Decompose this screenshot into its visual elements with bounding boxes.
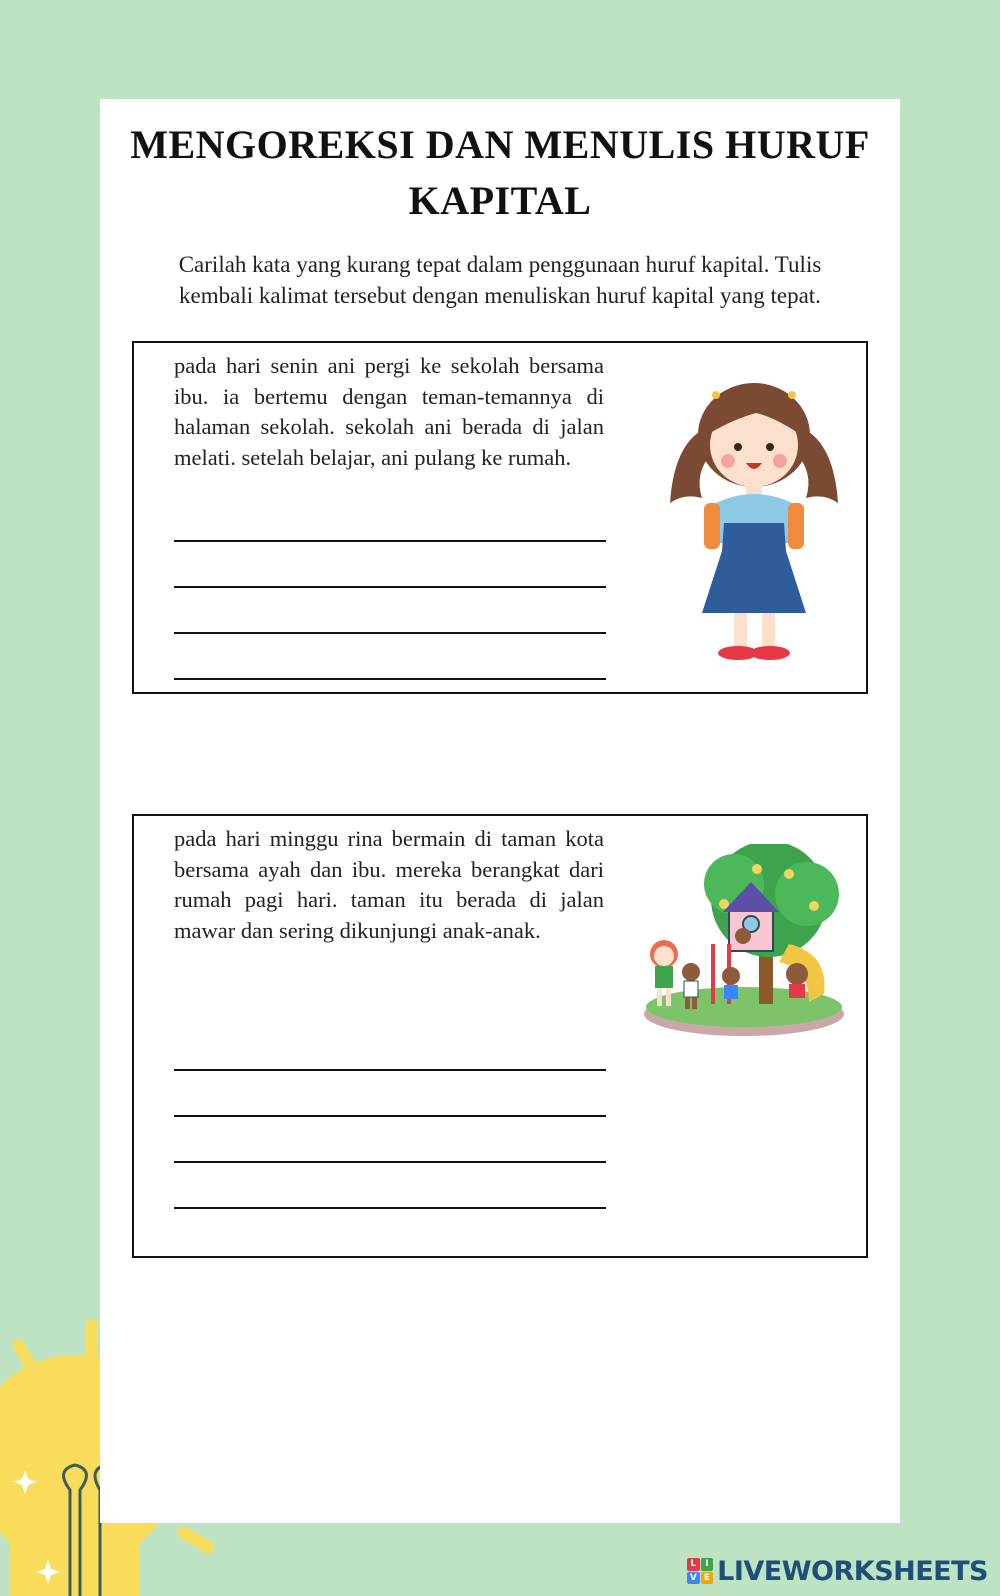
- exercise-passage-2: pada hari minggu rina bermain di taman kota bersama ayah dan ibu. mereka berangkat dari rumah pagi hari. taman itu berada di jalan mawar dan sering dikunjungi anak-anak.: [174, 826, 604, 943]
- exercise-passage-1: pada hari senin ani pergi ke sekolah bersama ibu. ia bertemu dengan teman-temannya di halaman sekolah. sekolah ani berada di jalan melati. setelah belajar, ani pulang ke rumah.: [174, 353, 604, 470]
- instructions: [140, 249, 860, 311]
- answer-line[interactable]: [174, 632, 606, 634]
- liveworksheets-brand[interactable]: [687, 1556, 988, 1586]
- answer-line[interactable]: [174, 586, 606, 588]
- answer-line[interactable]: [174, 1069, 606, 1071]
- liveworksheets-logo-icon: L I V E: [687, 1558, 713, 1584]
- instructions-line-1: Carilah kata yang kurang tepat dalam penggunaan huruf kapital. Tulis: [178, 252, 822, 277]
- answer-line[interactable]: [174, 1161, 606, 1163]
- playground-children-illustration: [639, 844, 849, 1044]
- title-line-1: MENGOREKSI DAN MENULIS HURUF: [130, 122, 870, 167]
- title-line-2: KAPITAL: [408, 178, 592, 223]
- schoolgirl-illustration: [664, 373, 844, 663]
- exercise-box-1: [132, 341, 868, 694]
- answer-line[interactable]: [174, 1207, 606, 1209]
- worksheet-page: [100, 99, 900, 1523]
- answer-line[interactable]: [174, 540, 606, 542]
- instructions-line-2: kembali kalimat tersebut dengan menuliskan huruf kapital yang tepat.: [179, 283, 821, 308]
- answer-line[interactable]: [174, 1115, 606, 1117]
- brand-name: LIVEWORKSHEETS: [717, 1555, 988, 1587]
- exercise-box-2: [132, 814, 868, 1258]
- answer-line[interactable]: [174, 678, 606, 680]
- worksheet-title: [100, 117, 900, 229]
